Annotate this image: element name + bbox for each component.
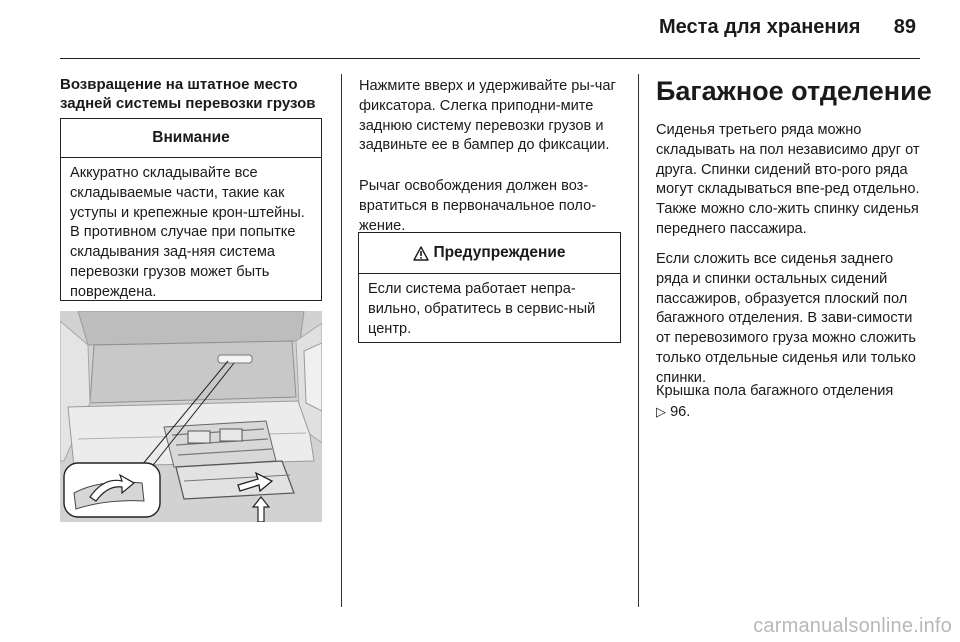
page-number: 89 — [893, 16, 916, 38]
luggage-paragraph-3 — [656, 382, 922, 423]
section-heading-return-carrier: Возвращение на штатное место задней системы перевозки грузов — [60, 76, 316, 112]
warning-title — [359, 233, 620, 274]
watermark: carmanualsonline.info — [753, 615, 952, 637]
instruction-paragraph-2: Рычаг освобождения должен воз-вратиться в первоначальное поло-жение. — [359, 178, 597, 234]
warning-triangle-icon — [413, 246, 429, 261]
reference-arrow-icon: ▷ — [656, 403, 666, 419]
header-divider — [60, 58, 920, 59]
instruction-paragraph-1: Нажмите вверх и удерживайте ры-чаг фиксатора. Слегка приподни-мите заднюю систему перевозки грузов и задвиньте ее в бампер до фиксации. — [359, 78, 616, 154]
column-divider-left — [341, 74, 342, 607]
rear-carrier-drawing — [60, 311, 322, 522]
warning-box — [358, 232, 621, 343]
section-heading-luggage: Багажное отделение — [656, 76, 932, 106]
page-title: Места для хранения — [659, 16, 861, 38]
notice-title-text: Внимание — [152, 129, 230, 146]
page-reference-link[interactable]: 96. — [670, 403, 691, 420]
notice-box — [60, 118, 322, 301]
luggage-paragraph-1: Сиденья третьего ряда можно складывать на пол независимо друг от друга. Спинки сидений вто-рого ряда могут складываться впе-ред отдельно. Также можно сло-жить спинку сиденья переднего пассажира. — [656, 122, 920, 237]
luggage-paragraph-3-text: Крышка пола багажного отделения — [656, 383, 894, 399]
notice-title — [61, 119, 321, 158]
column-divider-right — [638, 74, 639, 607]
warning-body: Если система работает непра-вильно, обратитесь в сервис-ный центр. — [368, 281, 596, 337]
notice-body: Аккуратно складывайте все складываемые части, такие как уступы и крепежные крон-штейны. В противном случае при попытке складывания зад-няя система перевозки грузов может быть повреждена. — [70, 165, 305, 300]
warning-title-text: Предупреждение — [433, 244, 566, 261]
luggage-paragraph-2: Если сложить все сиденья заднего ряда и спинки остальных сидений пассажиров, образуется плоский пол багажного отделения. В зави-симости от перевозимого груза можно сложить только отдельные сиденья или только спинки. — [656, 251, 917, 386]
rear-carrier-illustration — [60, 311, 322, 522]
